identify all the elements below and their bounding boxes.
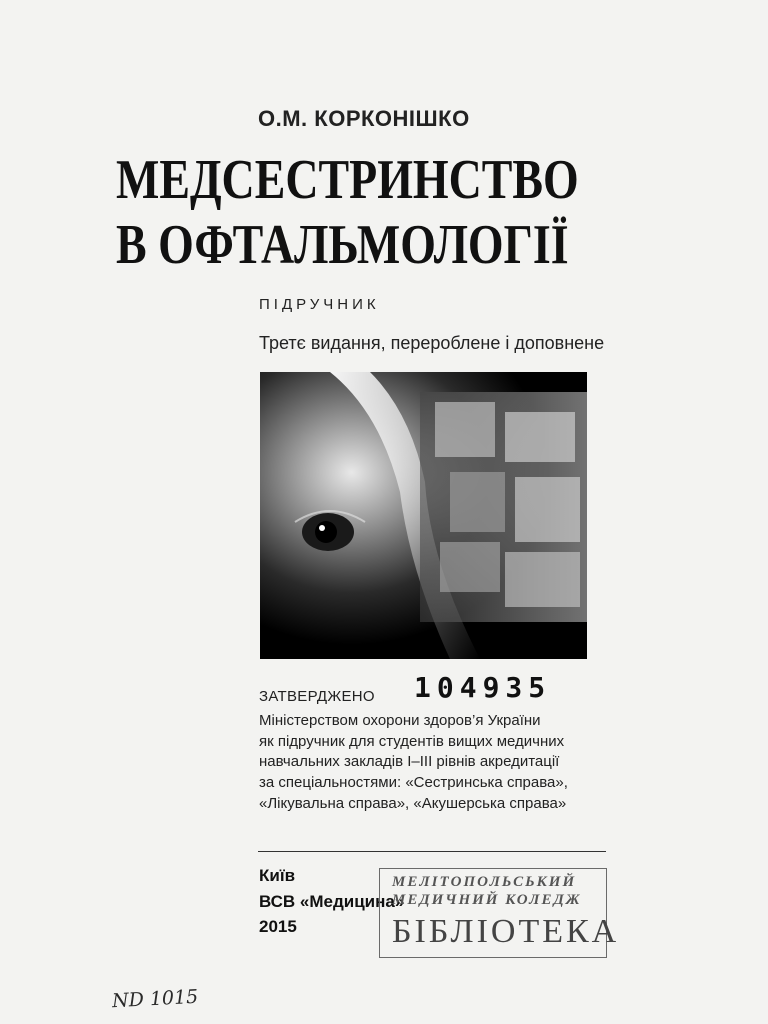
stamp-line-2: МЕДИЧНИЙ КОЛЕДЖ (392, 892, 582, 908)
stamp-line-1: МЕЛІТОПОЛЬСЬКИЙ (392, 874, 577, 890)
inventory-number: 104935 (414, 671, 552, 704)
imprint-city: Київ (259, 866, 296, 885)
edition-note: Третє видання, перероблене і доповнене (259, 333, 605, 353)
approval-line: як підручник для студентів вищих медичних (259, 733, 565, 750)
approval-label: ЗАТВЕРДЖЕНО (259, 688, 375, 705)
stamp-line-3: БІБЛІОТЕКА (392, 913, 620, 950)
handwritten-note: ND 1015 (111, 985, 199, 1013)
approval-line: «Лікувальна справа», «Акушерська справа» (259, 795, 567, 812)
author-name: О.М. КОРКОНІШКО (258, 106, 470, 131)
book-title-line-1: МЕДСЕСТРИНСТВО (116, 149, 579, 211)
imprint-publisher: ВСВ «Медицина» (259, 892, 405, 911)
imprint-year: 2015 (259, 917, 297, 936)
book-genre: ПІДРУЧНИК (259, 296, 380, 313)
cover-image (260, 372, 587, 659)
approval-line: Міністерством охорони здоров’я України (259, 712, 541, 729)
approval-line: навчальних закладів I–III рівнів акредитації (259, 753, 560, 770)
approval-line: за спеціальностями: «Сестринська справа», (259, 774, 568, 791)
divider (258, 851, 606, 852)
eye-photo-collage-icon (260, 372, 587, 659)
book-title-line-2: В ОФТАЛЬМОЛОГІЇ (116, 214, 569, 276)
